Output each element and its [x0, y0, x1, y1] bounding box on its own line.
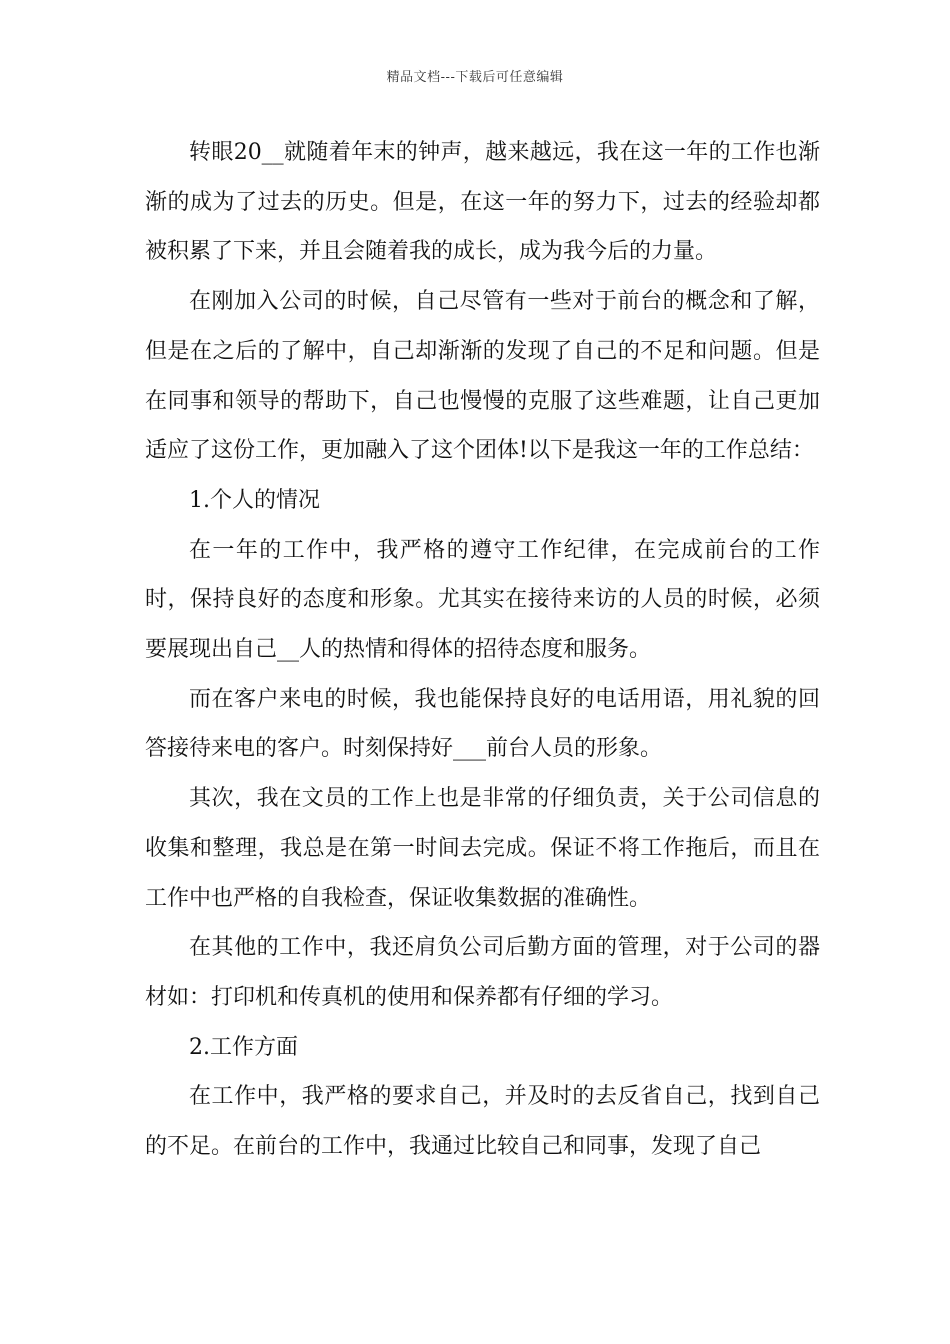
- paragraph-work-discipline: 在一年的工作中，我严格的遵守工作纪律，在完成前台的工作时，保持良好的态度和形象。尤其实在接待来访的人员的时候，必须要展现出自己__人的热情和得体的招待态度和服务。: [145, 537, 820, 663]
- paragraph-intro: 转眼20__就随着年末的钟声，越来越远，我在这一年的工作也渐渐的成为了过去的历史。但是，在这一年的努力下，过去的经验却都被积累了下来，并且会随着我的成长，成为我今后的力量。: [145, 140, 820, 265]
- document-body: [145, 128, 820, 1172]
- paragraph-clerical-work: 其次，我在文员的工作上也是非常的仔细负责，关于公司信息的收集和整理，我总是在第一时间去完成。保证不将工作拖后，而且在工作中也严格的自我检查，保证收集数据的准确性。: [145, 786, 820, 911]
- page-header: 精品文档---下载后可任意编辑: [386, 70, 564, 85]
- section-heading-personal: 1.个人的情况: [189, 487, 320, 513]
- paragraph-logistics: 在其他的工作中，我还肩负公司后勤方面的管理，对于公司的器材如：打印机和传真机的使用和保养都有仔细的学习。: [145, 935, 820, 1010]
- section-heading-work: 2.工作方面: [189, 1034, 298, 1060]
- paragraph-self-reflection: 在工作中，我严格的要求自己，并及时的去反省自己，找到自己的不足。在前台的工作中，我通过比较自己和同事，发现了自己: [145, 1084, 820, 1160]
- paragraph-joining-company: 在刚加入公司的时候，自己尽管有一些对于前台的概念和了解，但是在之后的了解中，自己却渐渐的发现了自己的不足和问题。但是在同事和领导的帮助下，自己也慢慢的克服了这些难题，让自己更加适应了这份工作，更加融入了这个团体!以下是我这一年的工作总结：: [145, 289, 820, 464]
- paragraph-phone-etiquette: 而在客户来电的时候，我也能保持良好的电话用语，用礼貌的回答接待来电的客户。时刻保持好___前台人员的形象。: [145, 686, 820, 762]
